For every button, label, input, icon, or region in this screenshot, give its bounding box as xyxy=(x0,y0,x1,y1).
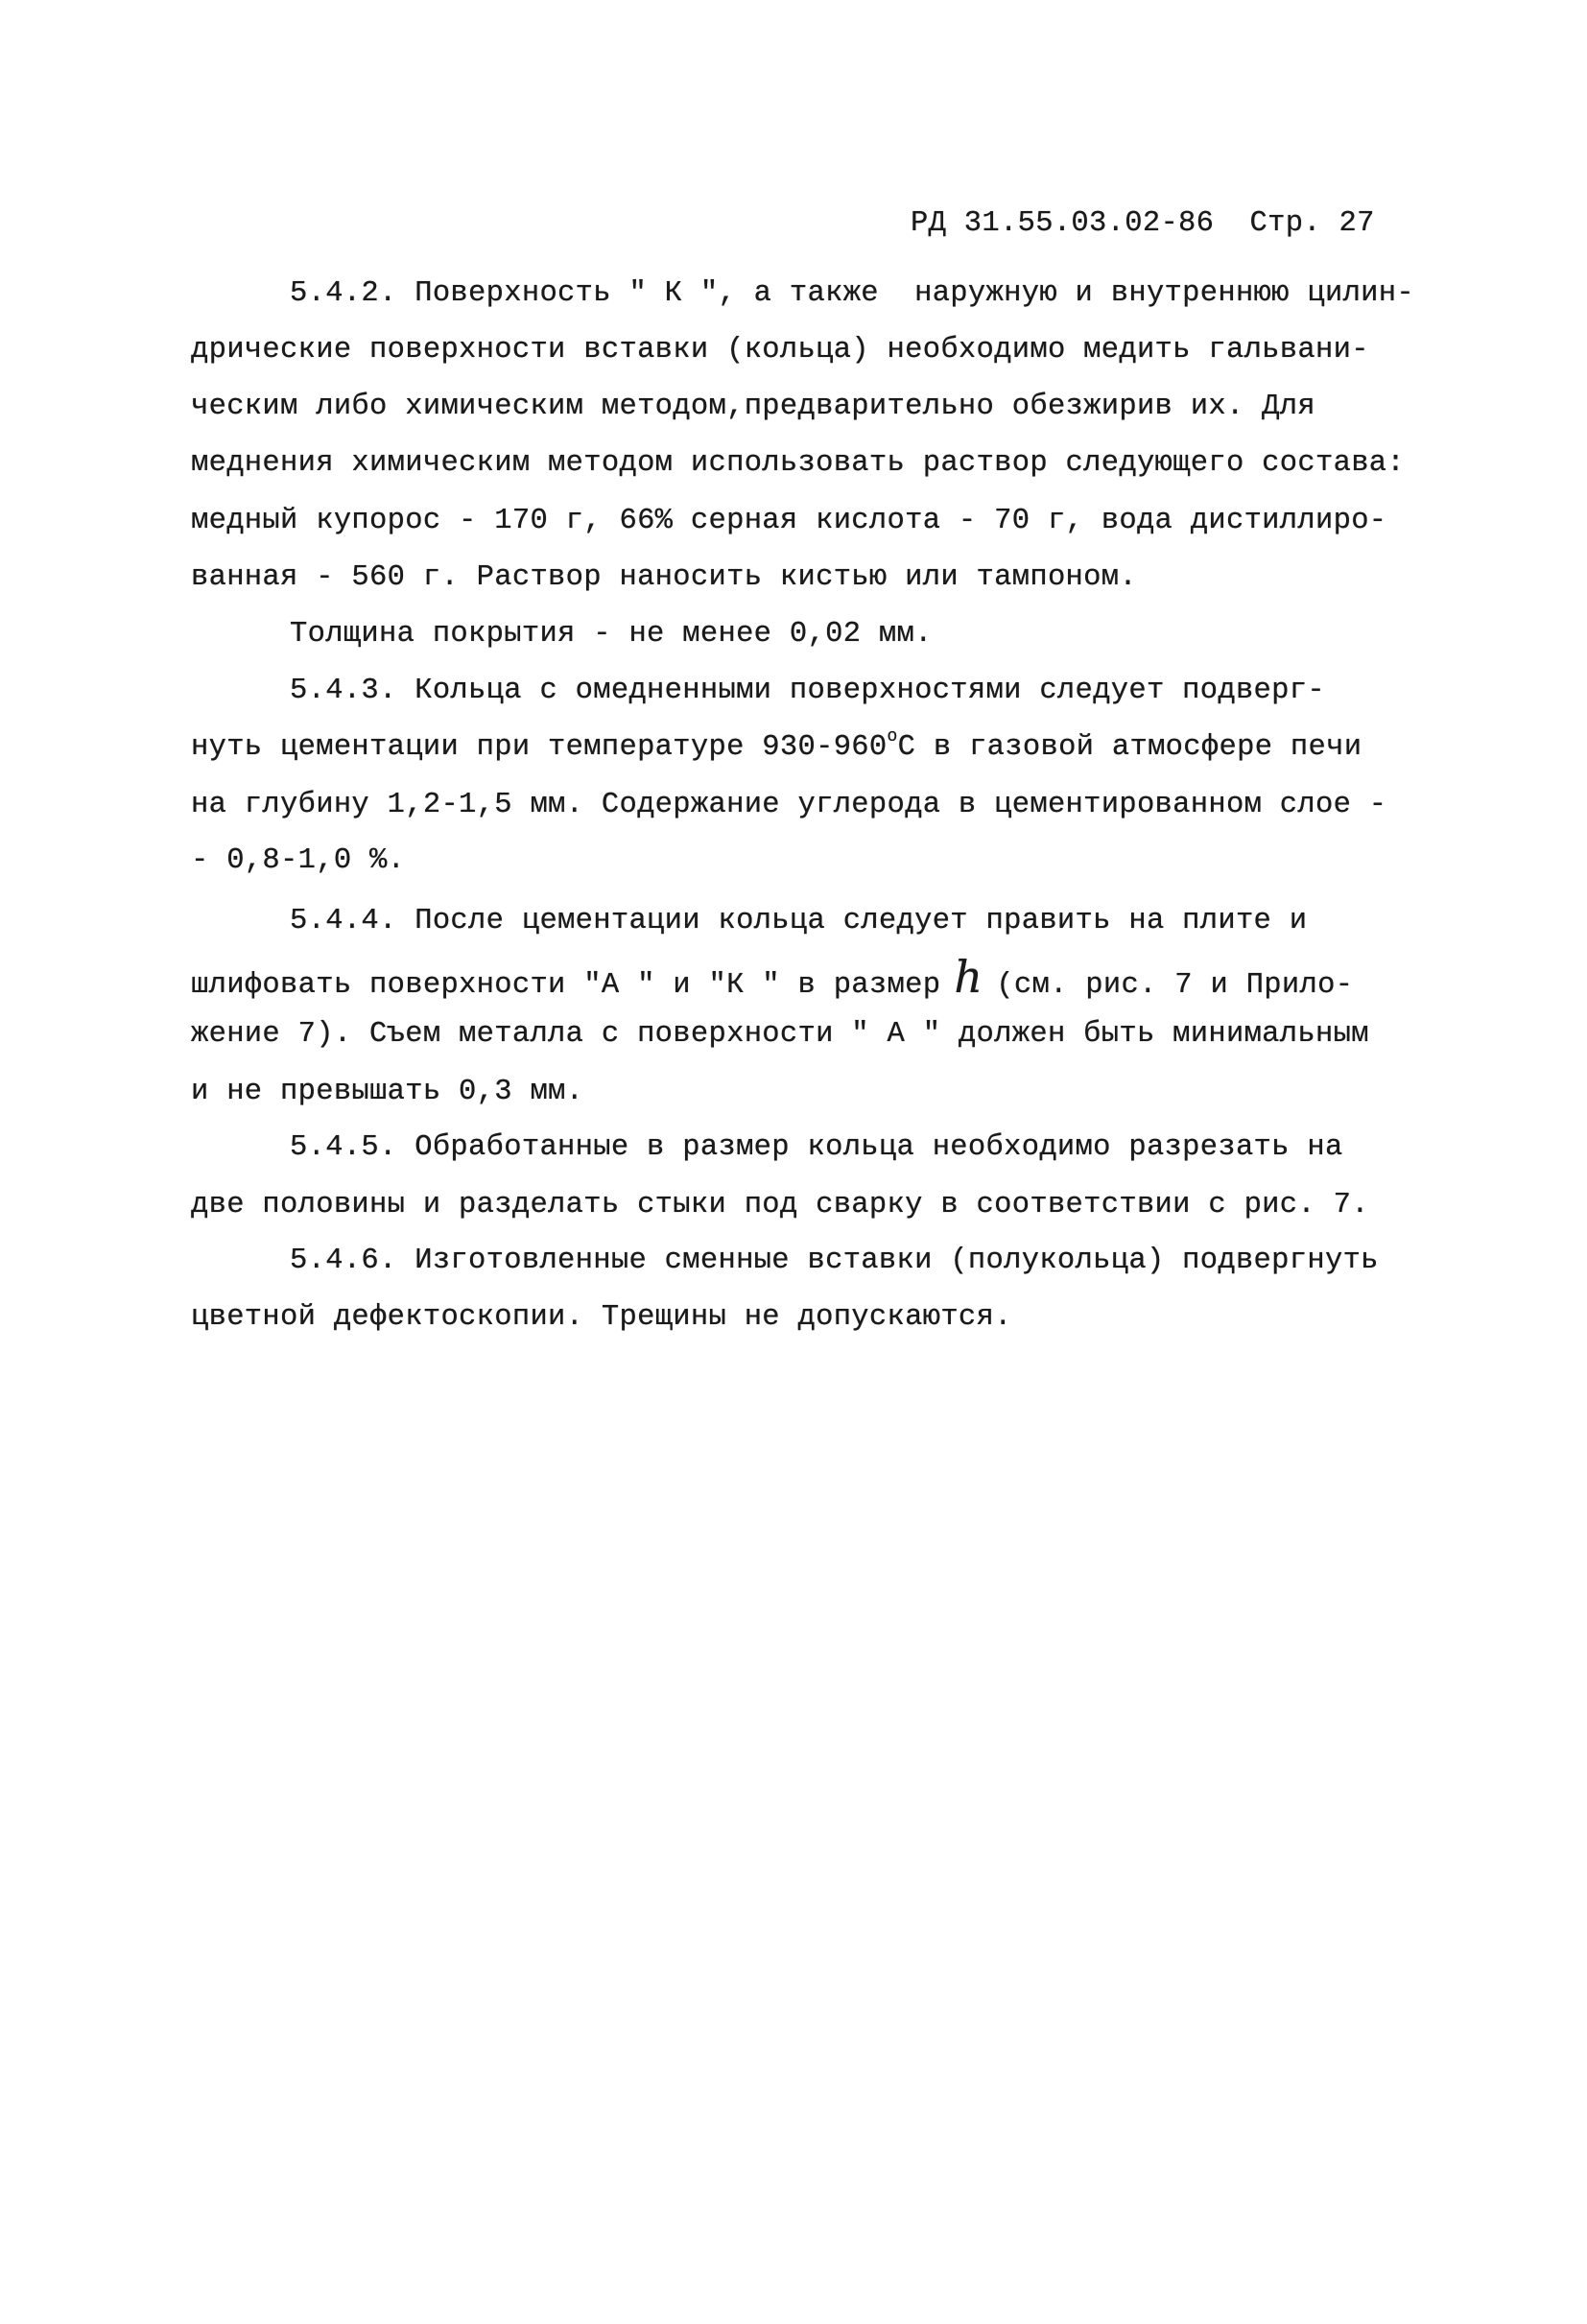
paragraph-5-4-4-line: и не превышать 0,3 мм. xyxy=(191,1076,584,1108)
paragraph-5-4-3-line: - 0,8-1,0 %. xyxy=(191,844,406,877)
paragraph-5-4-2-line: ванная - 560 г. Раствор наносить кистью или тампоном. xyxy=(191,561,1137,594)
text: С в газовой атмосфере печи xyxy=(897,731,1362,764)
paragraph-5-4-2-line: меднения химическим методом использовать раствор следующего состава: xyxy=(191,447,1406,480)
paragraph-5-4-6-line: 5.4.6. Изготовленные сменные вставки (полукольца) подвергнуть xyxy=(290,1245,1379,1277)
page-number: Стр. 27 xyxy=(1249,207,1375,240)
paragraph-5-4-3-line: на глубину 1,2-1,5 мм. Содержание углерода в цементированном слое - xyxy=(191,789,1387,821)
paragraph-5-4-3-line xyxy=(191,728,1362,767)
degree-sign: о xyxy=(887,727,898,747)
paragraph-5-4-4-line: 5.4.4. После цементации кольца следует править на плите и xyxy=(290,905,1308,937)
paragraph-5-4-3-line: 5.4.3. Кольца с омедненными поверхностями следует подверг- xyxy=(290,675,1325,707)
text: нуть цементации при температуре 930-960 xyxy=(191,731,888,764)
paragraph-5-4-5-line: 5.4.5. Обработанные в размер кольца необходимо разрезать на xyxy=(290,1131,1343,1164)
document-id: РД 31.55.03.02-86 xyxy=(911,207,1215,240)
paragraph-5-4-6-line: цветной дефектоскопии. Трещины не допускаются. xyxy=(191,1301,1012,1334)
paragraph-5-4-2-line: ческим либо химическим методом,предварительно обезжирив их. Для xyxy=(191,391,1315,423)
page-header xyxy=(911,204,1375,243)
paragraph-5-4-2-line: 5.4.2. Поверхность " К ", а также наружную и внутреннюю цилин- xyxy=(290,277,1414,310)
paragraph-5-4-2-line: дрические поверхности вставки (кольца) необходимо медить гальвани- xyxy=(191,334,1369,367)
text: (см. рис. 7 и Прило- xyxy=(996,969,1354,1002)
paragraph-5-4-5-line: две половины и разделать стыки под сварку в соответствии с рис. 7. xyxy=(191,1189,1369,1221)
paragraph-5-4-4-line xyxy=(191,951,1354,1005)
paragraph-5-4-4-line: жение 7). Съем металла с поверхности " А " должен быть минимальным xyxy=(191,1018,1369,1051)
paragraph-5-4-2-line: медный купорос - 170 г, 66% серная кислота - 70 г, вода дистиллиро- xyxy=(191,505,1387,537)
handwritten-h-symbol: h xyxy=(954,951,983,1003)
coating-thickness-line: Толщина покрытия - не менее 0,02 мм. xyxy=(290,618,933,651)
text: шлифовать поверхности "А " и "К " в размер xyxy=(191,969,941,1002)
